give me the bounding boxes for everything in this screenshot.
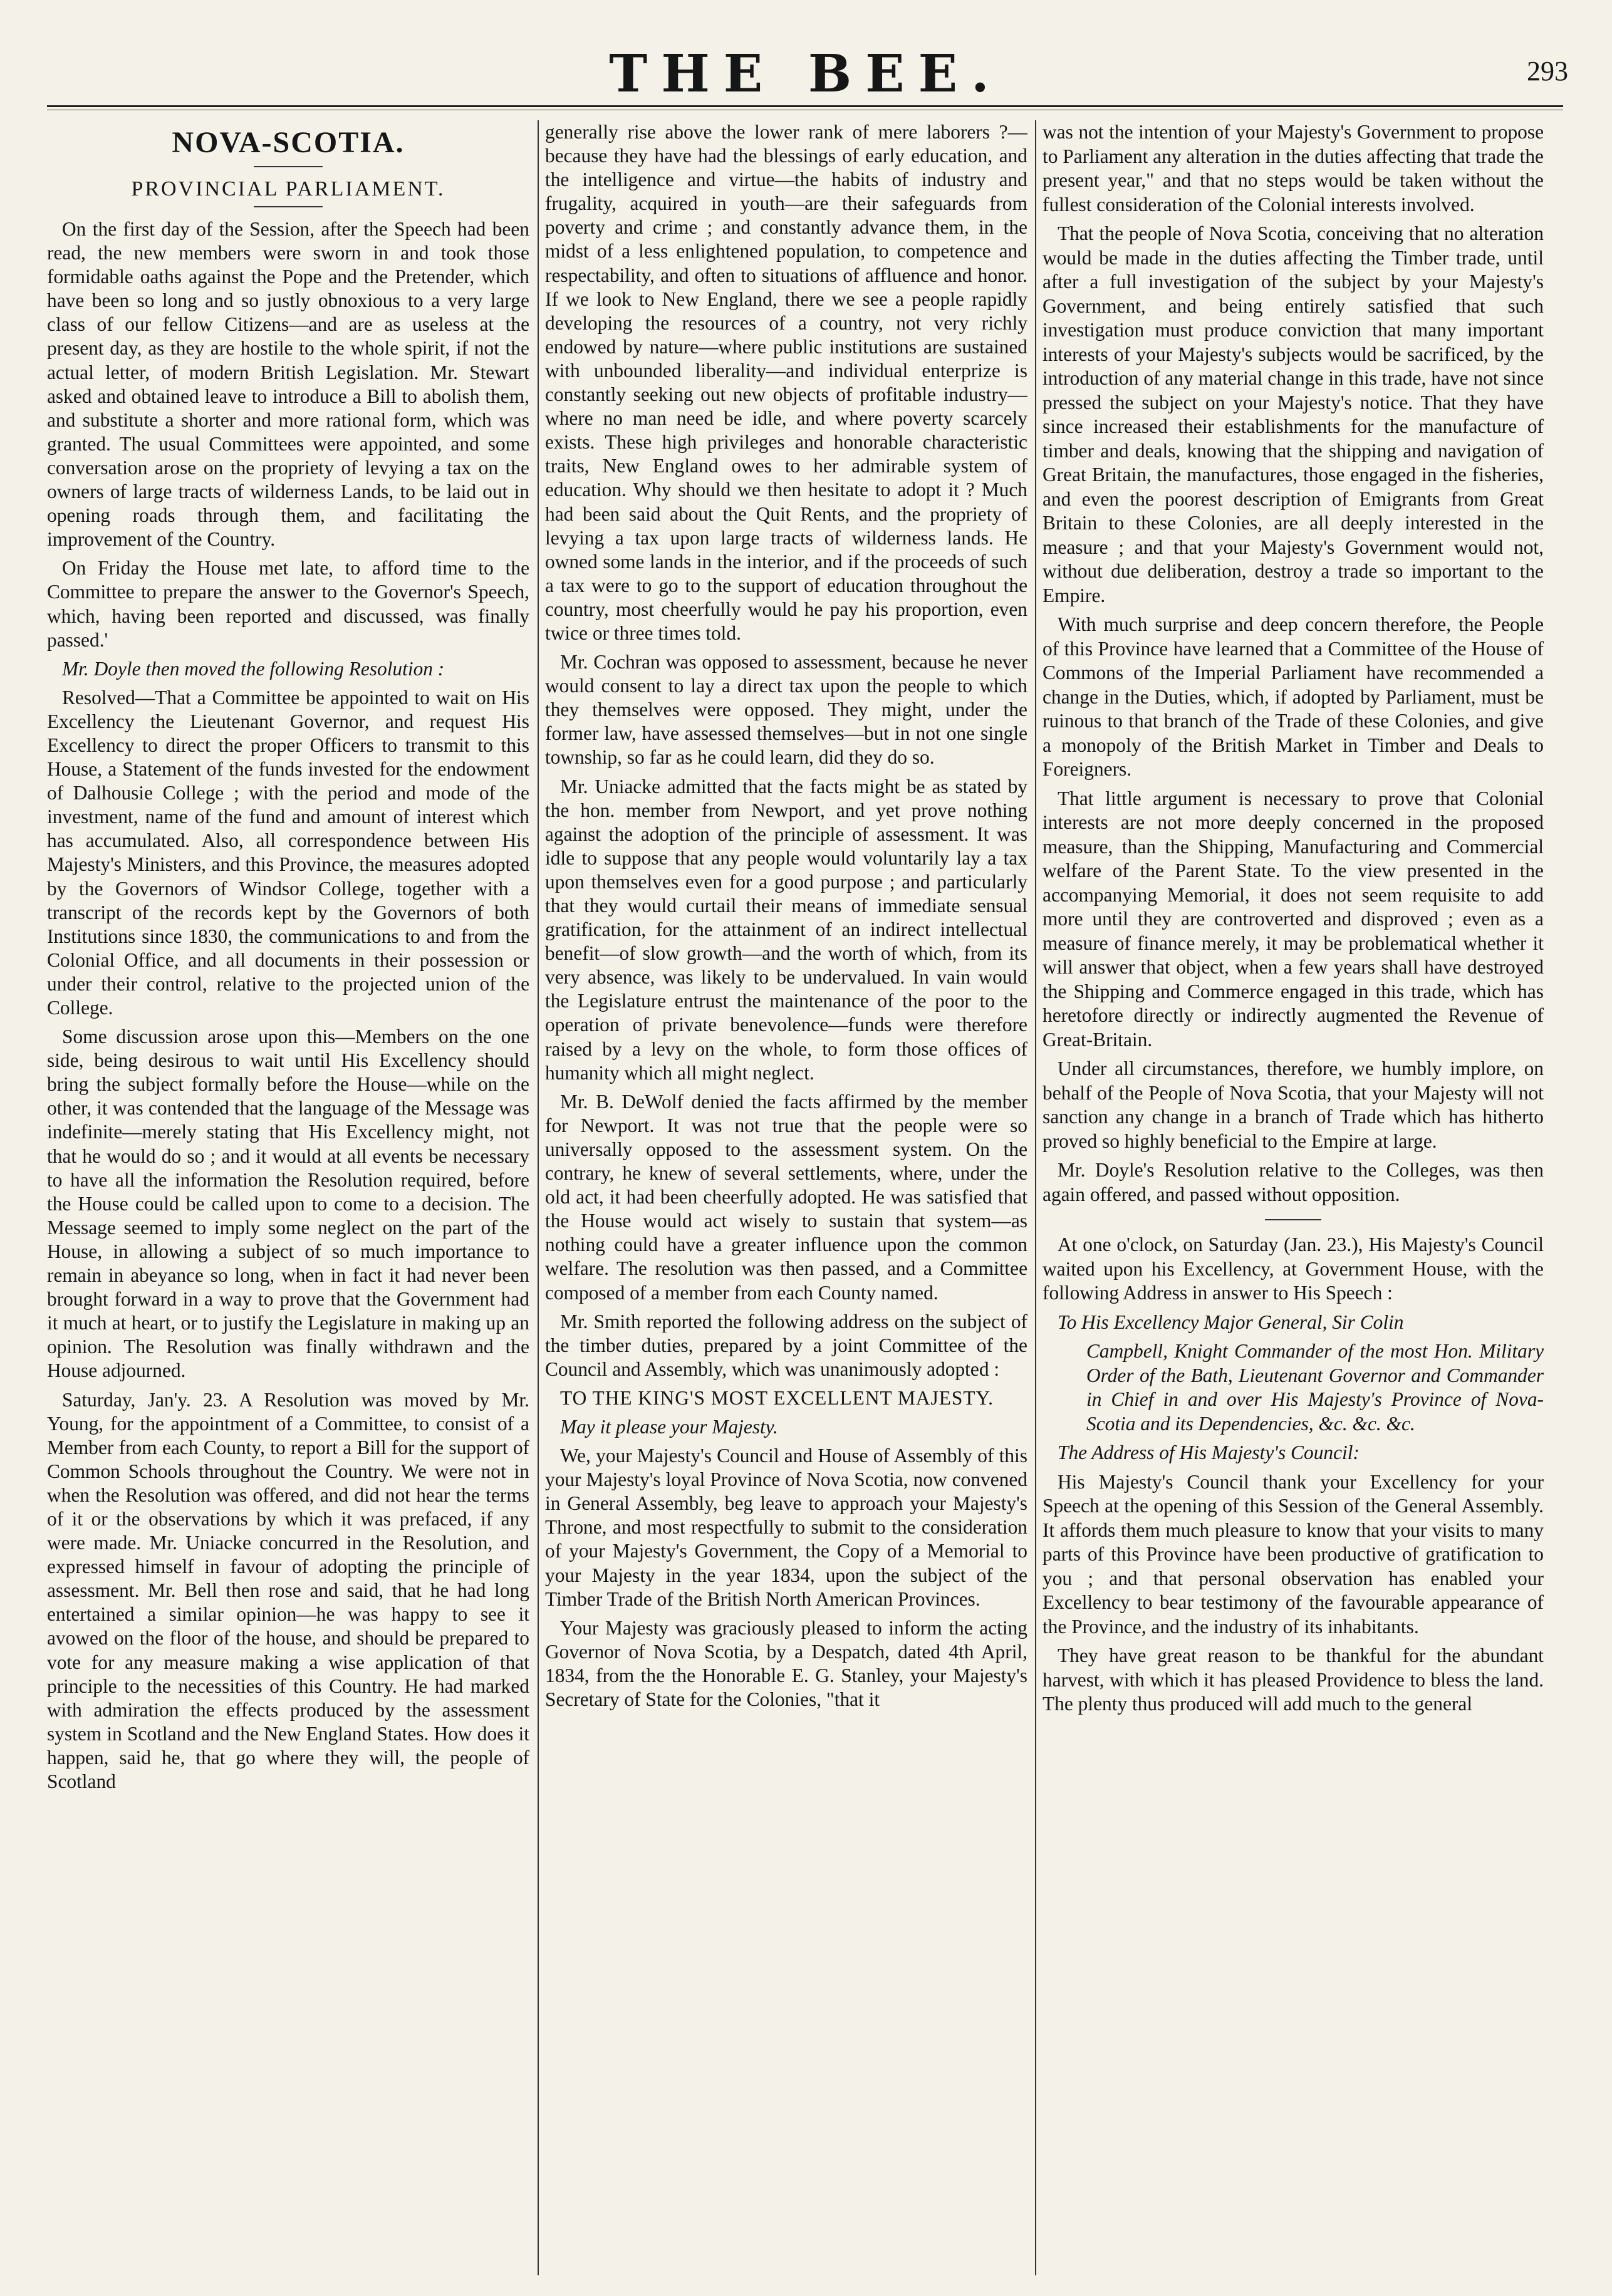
paragraph: Mr. Smith reported the following address on the subject of the timber duties, prepared by a joint Committee of the Council and Assembly, which was unanimously adopted :	[545, 1310, 1027, 1380]
paragraph: Mr. B. DeWolf denied the facts affirmed by the member for Newport. It was not true that the people were so universally opposed to the assessment system. On the contrary, he knew of several settlements, where, under the old act, it had been cheerfully adopted. He was satisfied that the House would act wisely to sustain that system—as nothing could have a greater influence upon the common welfare. The resolution was then passed, and a Committee composed of a member from each County named.	[545, 1090, 1027, 1304]
paragraph: Mr. Doyle's Resolution relative to the Colleges, was then again offered, and passed without opposition.	[1043, 1159, 1544, 1205]
paragraph: generally rise above the lower rank of mere laborers ?—because they have had the blessings of early education, and the intelligence and virtue—the habits of industry and frugality, acquired in youth—are their safeguards from poverty and crime ; and constantly advance them, in the midst of a less enlightened population, to competence and respectability, and often to situations of affluence and honor. If we look to New England, there we see a people rapidly developing the resources of a country, not very richly endowed by nature—where public institutions are sustained with unbounded liberality—and individual enterprize is constantly seeking out new objects of profitable industry—where no man need be idle, and where poverty scarcely exists. These high privileges and honorable characteristic traits, New England owes to her admirable system of education. Why should we then hesitate to adopt it ? Much had been said about the Quit Rents, and the propriety of levying a tax upon large tracts of wilderness lands. He owned some lands in the interior, and if the proceeds of such a tax were to go to the support of education throughout the country, most cheerfully would he pay his proportion, even twice or three times told.	[545, 121, 1027, 644]
address-title: The Address of His Majesty's Council:	[1058, 1441, 1360, 1463]
address-recipient-titles: Campbell, Knight Commander of the most Hon. Military Order of the Bath, Lieutenant Governor and Commander in Chief in and over His Majesty's Province of Nova-Scotia and its Dependencies, &c. &c. &c.	[1086, 1340, 1544, 1435]
newspaper-title: THE BEE.	[609, 44, 1003, 104]
subheading-rule	[254, 206, 323, 207]
section-separator	[1265, 1219, 1321, 1220]
masthead	[0, 44, 1612, 119]
paragraph: Your Majesty was graciously pleased to inform the acting Governor of Nova Scotia, by a Despatch, dated 4th April, 1834, from the the Honorable E. G. Stanley, your Majesty's Secretary of State for the Colonies, "that it	[545, 1616, 1027, 1710]
paragraph: On the first day of the Session, after the Speech had been read, the new members were sworn in and took those formidable oaths against the Pope and the Pretender, which have been so long and so justly obnoxious to a very large class of our fellow Citizens—and are as useless at the present day, as they are hostile to the whole spirit, if not the actual letter, of modern British Legislation. Mr. Stewart asked and obtained leave to introduce a Bill to abolish them, and substitute a shorter and more rational form, which was granted. The usual Committees were appointed, and some conversation arose on the propriety of levying a tax on the owners of large tracts of wilderness Lands, to be laid out in opening roads through them, and facilitating the improvement of the Country.	[47, 218, 529, 551]
heading-rule	[254, 166, 323, 167]
paragraph: On Friday the House met late, to afford time to the Committee to prepare the answer to the Governor's Speech, which, having been reported and discussed, was finally passed.'	[47, 557, 529, 651]
paragraph: That little argument is necessary to prove that Colonial interests are not more deeply concerned in the proposed measure, than the Shipping, Manufacturing and Commercial welfare of the Parent State. To the view presented in the accompanying Memorial, it does not seem requisite to add more until they are controverted and disproved ; even as a measure of finance merely, it may be problematical whether it will answer that object, when a few years shall have destroyed the Shipping and Commerce engaged in this trade, which has heretofore directly or indirectly augmented the Revenue of Great-Britain.	[1043, 787, 1544, 1051]
paragraph: Mr. Cochran was opposed to assessment, because he never would consent to lay a direct tax upon the people to which they themselves were opposed. They might, under the former law, have assessed themselves—but in not one single township, so far as he could learn, did they do so.	[545, 651, 1027, 769]
paragraph: At one o'clock, on Saturday (Jan. 23.), His Majesty's Council waited upon his Excellency, at Government House, with the following Address in answer to His Speech :	[1043, 1234, 1544, 1304]
paragraph: Mr. Doyle then moved the following Resolution :	[62, 657, 445, 680]
paragraph: Some discussion arose upon this—Members on the one side, being desirous to wait until His Excellency should bring the subject formally before the House—while on the other, it was contended that the language of the Message was indefinite—merely stating that His Excellency might, not that he would do so ; and it would at all events be necessary to have all the information the Resolution required, before the House could be called upon to come to a decision. The Message seemed to imply some neglect on the part of the House, in allowing a subject of so much importance to remain in abeyance so long, when in fact it had never been brought forward in a way to prove that the Government had it much at heart, or to justify the Legislature in making up an opinion. The Resolution was finally withdrawn and the House adjourned.	[47, 1026, 529, 1382]
address-heading: TO THE KING'S MOST EXCELLENT MAJESTY.	[560, 1386, 994, 1409]
section-subheading: PROVINCIAL PARLIAMENT.	[131, 177, 445, 200]
paragraph: With much surprise and deep concern therefore, the People of this Province have learned that a Committee of the House of Commons of the Imperial Parliament have recommended a change in the Duties, which, if adopted by Parliament, must be ruinous to that branch of the Trade of these Colonies, and give a monopoly of the British Market in Timber and Deals to Foreigners.	[1043, 613, 1544, 780]
salutation: May it please your Majesty.	[560, 1415, 778, 1438]
address-recipient: To His Excellency Major General, Sir Colin	[1058, 1311, 1404, 1333]
paragraph: We, your Majesty's Council and House of Assembly of this your Majesty's loyal Province of Nova Scotia, now convened in General Assembly, beg leave to approach your Majesty's Throne, and most respectfully to submit to the consideration of your Majesty's Government, the Copy of a Memorial to your Majesty in the year 1834, upon the subject of the Timber Trade of the British North American Provinces.	[545, 1445, 1027, 1610]
section-heading: NOVA-SCOTIA.	[172, 126, 405, 159]
column-2	[545, 120, 1027, 2275]
column-3	[1043, 120, 1544, 2275]
column-divider	[538, 120, 539, 2275]
paragraph: Saturday, Jan'y. 23. A Resolution was moved by Mr. Young, for the appointment of a Committee, to consist of a Member from each County, to report a Bill for the support of Common Schools throughout the Country. We were not in when the Resolution was offered, and did not hear the terms of it or the observations by which it was prefaced, if any were made. Mr. Uniacke concurred in the Resolution, and expressed himself in favour of adopting the principle of assessment. Mr. Bell then rose and said, that he had long entertained a similar opinion—he was happy to see it avowed on the floor of the house, and should be prepared to vote for any measure making a wise application of that principle to the necessities of this Country. He had marked with admiration the effects produced by the assessment system in Scotland and the New England States. How does it happen, said he, that go where they will, the people of Scotland	[47, 1388, 529, 1792]
column-1	[47, 120, 529, 2275]
header-rule	[47, 105, 1563, 107]
paragraph: Mr. Uniacke admitted that the facts might be as stated by the hon. member from Newport, and yet prove nothing against the adoption of the principle of assessment. It was idle to suppose that any people would voluntarily lay a tax upon themselves even for a good purpose ; and particularly that they would curtail their means of immediate sensual gratification, for the attainment of an indirect intellectual benefit—of slow growth—and the worth of which, from its very absence, was likely to be undervalued. In vain would the Legislature entrust the maintenance of the poor to the operation of private benevolence—funds were therefore raised by a levy on the whole, to form those offices of humanity which all might neglect.	[545, 775, 1027, 1084]
paragraph: Under all circumstances, therefore, we humbly implore, on behalf of the People of Nova Scotia, that your Majesty will not sanction any change in a branch of Trade which has hitherto proved so highly beneficial to the Empire at large.	[1043, 1057, 1544, 1152]
paragraph: was not the intention of your Majesty's Government to propose to Parliament any alteration in the duties affecting that trade the present year," and that no steps would be taken without the fullest consideration of the Colonial interests involved.	[1043, 121, 1544, 216]
paragraph: His Majesty's Council thank your Excellency for your Speech at the opening of this Session of the General Assembly. It affords them much pleasure to know that your visits to many parts of this Province have been productive of gratification to you ; and that personal observation has enabled your Excellency to bear testimony of the favourable appearance of the Province, and the industry of its inhabitants.	[1043, 1470, 1544, 1638]
resolution-text: Resolved—That a Committee be appointed to wait on His Excellency the Lieutenant Governor, and request His Excellency to direct the proper Officers to transmit to this House, a Statement of the funds invested for the endowment of Dalhousie College ; with the period and mode of the investment, name of the fund and amount of interest which has accumulated. Also, all correspondence between His Majesty's Ministers, and this Province, the measures adopted by the Governors of Windsor College, together with a transcript of the records kept by the Governors of both Institutions since 1830, the communications to and from the Colonial Office, and all documents in their possession or under their control, relative to the projected union of the College.	[47, 686, 529, 1019]
page-number: 293	[1527, 56, 1568, 86]
column-divider	[1035, 120, 1036, 2275]
paragraph: That the people of Nova Scotia, conceiving that no alteration would be made in the duties affecting the Timber trade, until after a full investigation of the subject by your Majesty's Government, and being entirely satisfied that such investigation must produce conviction that many important interests of your Majesty's subjects would be sacrificed, by the introduction of any material change in this trade, have not since pressed the subject on your Majesty's notice. That they have since increased their establishments for the manufacture of timber and deals, knowing that the shipping and navigation of Great Britain, the manufactures, those engaged in the fisheries, and even the poorest description of Emigrants from Great Britain to these Colonies, are all deeply interested in the measure ; and that your Majesty's Government would not, without due deliberation, destroy a trade so important to the Empire.	[1043, 222, 1544, 606]
paragraph: They have great reason to be thankful for the abundant harvest, with which it has pleased Providence to bless the land. The plenty thus produced will add much to the general	[1043, 1644, 1544, 1715]
